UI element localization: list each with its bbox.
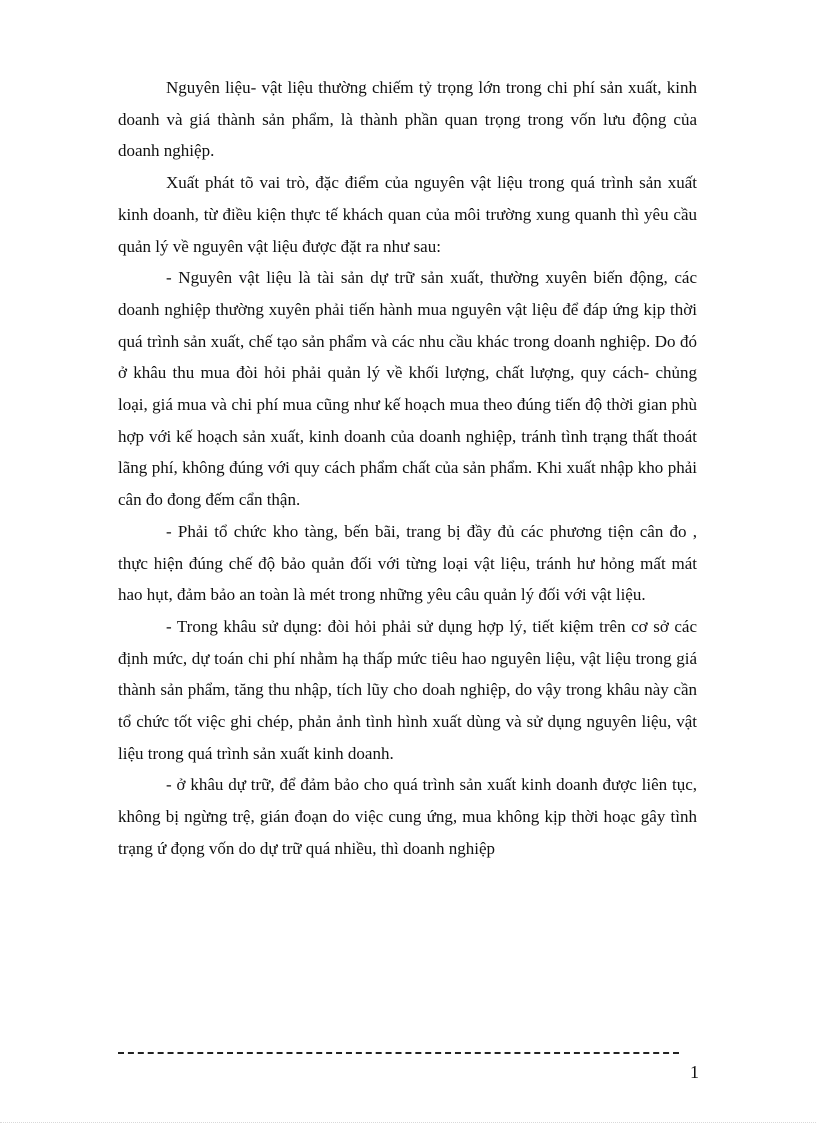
paragraph-materials-share: Nguyên liệu- vật liệu thường chiếm tỷ trọng lớn trong chi phí sản xuất, kinh doanh và giá thành sản phẩm, là thành phần quan trọng trong vốn lưu động của doanh nghiệp. — [118, 78, 697, 161]
paragraph-purchasing: - Nguyên vật liệu là tài sản dự trữ sản xuất, thường xuyên biến động, các doanh nghiệp thường xuyên phải tiến hành mua nguyên vật liệu để đáp ứng kịp thời quá trình sản xuất, chế tạo sản phẩm và các nhu cầu khác trong doanh nghiệp. Do đó ở khâu thu mua đòi hỏi phải quản lý về khối lượng, chất lượng, quy cách- chủng loại, giá mua và chi phí mua cũng như kế hoạch mua theo đúng tiến độ thời gian phù hợp với kế hoạch sản xuất, kinh doanh của doanh nghiệp, tránh tình trạng thất thoát lãng phí, không đúng với quy cách phẩm chất của sản phẩm. Khi xuất nhập kho phải cân đo đong đếm cẩn thận. — [118, 268, 697, 510]
paragraph-usage: - Trong khâu sử dụng: đòi hỏi phải sử dụng hợp lý, tiết kiệm trên cơ sở các định mức, dự toán chi phí nhằm hạ thấp mức tiêu hao nguyên liệu, vật liệu trong giá thành sản phẩm, tăng thu nhập, tích lũy cho doah nghiệp, do vậy trong khâu này cần tổ chức tốt việc ghi chép, phản ảnh tình hình xuất dùng và sử dụng nguyên liệu, vật liệu trong quá trình sản xuất kinh doanh. — [118, 616, 697, 763]
page-number: 1 — [690, 1062, 699, 1082]
paragraph-management-requirements: Xuất phát tõ vai trò, đặc điểm của nguyên vật liệu trong quá trình sản xuất kinh doanh, từ điều kiện thực tế khách quan của môi trường xung quanh thì yêu cầu quản lý về nguyên vật liệu được đặt ra như sau: — [118, 173, 697, 256]
paragraph-storage: - Phải tổ chức kho tàng, bến bãi, trang bị đầy đủ các phương tiện cân đo , thực hiện đúng chế độ bảo quản đối với từng loại vật liệu, tránh hư hỏng mất mát hao hụt, đảm bảo an toàn là mét trong những yêu câu quản lý đối với vật liệu. — [118, 521, 697, 605]
body-text — [118, 72, 697, 865]
footer-divider — [118, 1052, 679, 1054]
paragraph-reserves: - ở khâu dự trữ, để đảm bảo cho quá trình sản xuất kinh doanh được liên tục, không bị ngừng trệ, gián đoạn do việc cung ứng, mua không kịp thời hoạc gây tình trạng ứ đọng vốn do dự trữ quá nhiều, thì doanh nghiệp — [118, 775, 697, 858]
